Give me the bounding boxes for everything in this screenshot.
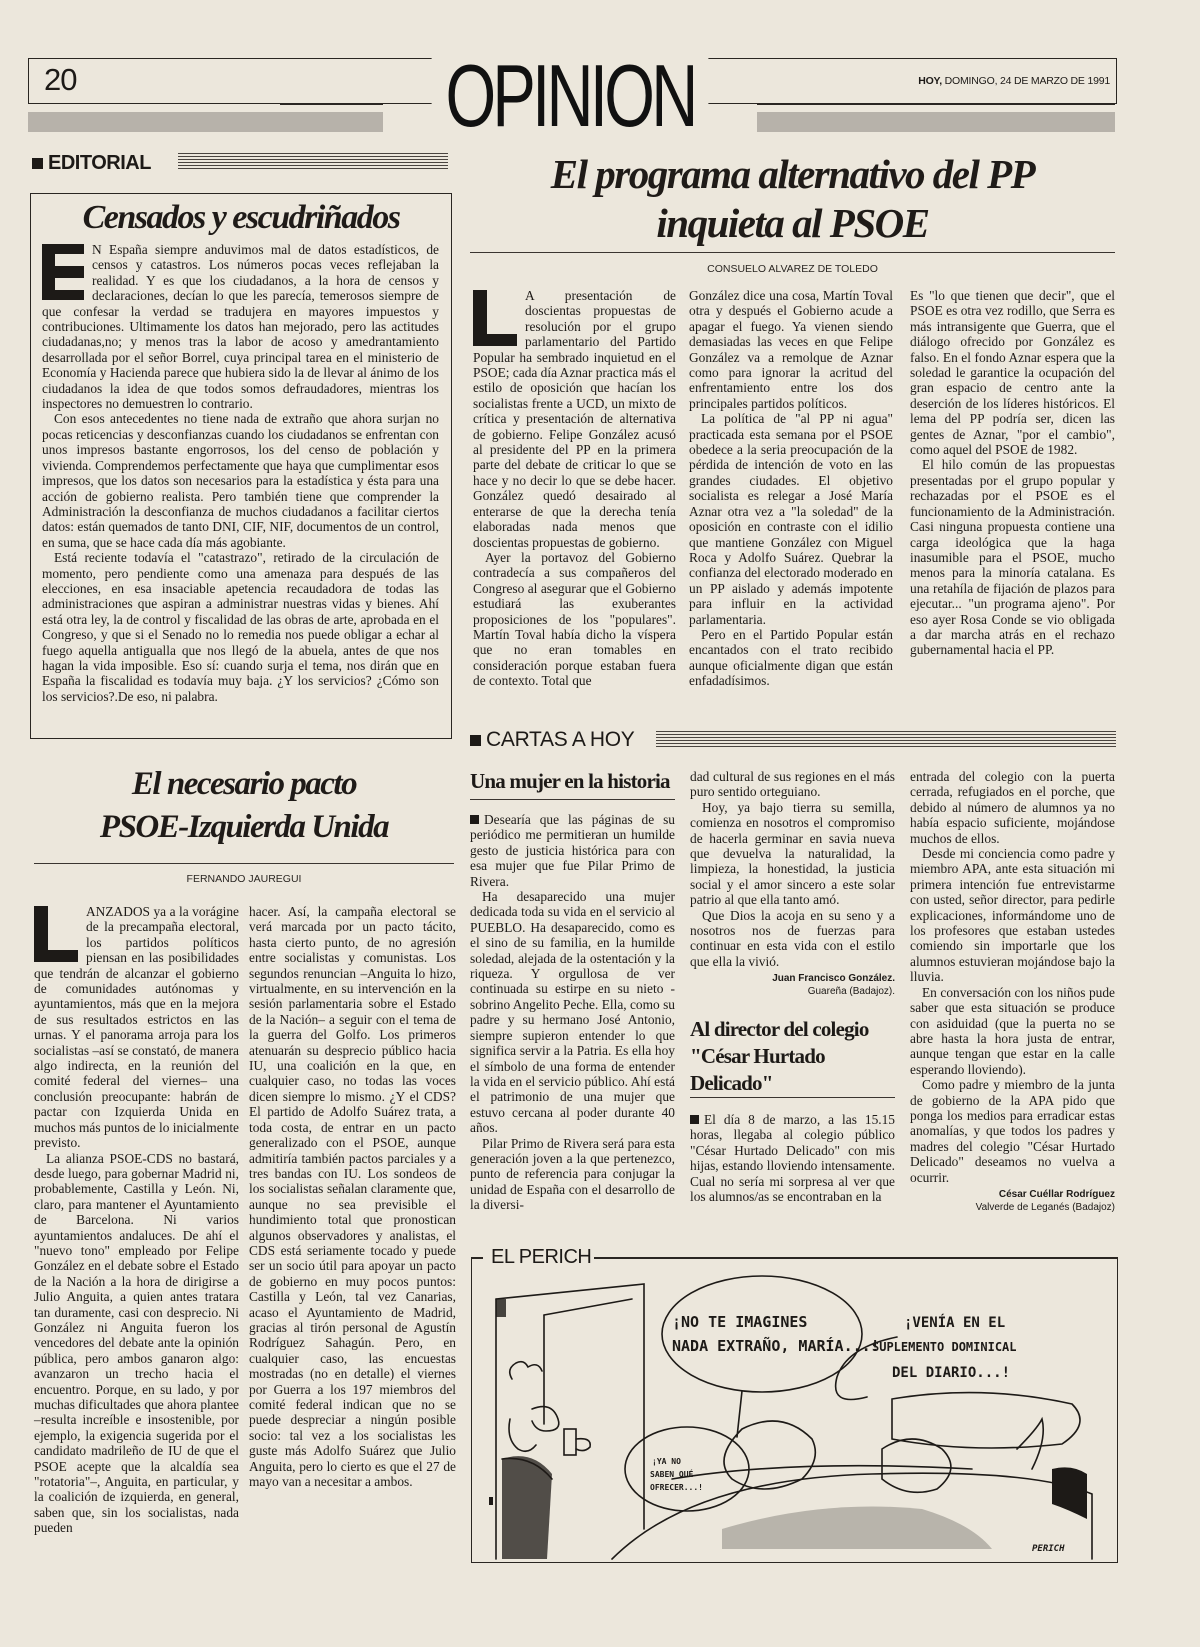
section-title: OPINION [432, 54, 709, 138]
second-article-rule [34, 863, 454, 864]
header-gray-bar-left [28, 112, 383, 132]
article-paragraph: El hilo común de las propuestas presentadas por el grupo popular y rechazadas por el PSOE es el funcionamiento de la Administración. Casi ninguna propuesta contiene una carga ideológica que la haga inasumible para el PSOE, mucho menos para la minoría catalana. Es una retahíla de fijación de plazos para ejecutar... "un programa ajeno". Por eso ayer Rosa Conde se vio obligada a dar marcha atrás en el rechazo gubernamental hacia el PP. [910, 457, 1115, 658]
letter1-rule [470, 799, 675, 800]
main-article-rule [470, 252, 1115, 253]
letter1-location: Guareña (Badajoz). [807, 986, 895, 998]
dropcap-l [34, 906, 78, 962]
letter-paragraph: El día 8 de marzo, a las 15.15 horas, llegaba al colegio público "César Hurtado Delicado" con mis hijas, estando lloviendo intensamente. Cual no sería mi sorpresa al ver que los alumnos/as se encontraban en la [690, 1112, 895, 1205]
svg-text:SUPLEMENTO DOMINICAL: SUPLEMENTO DOMINICAL [872, 1340, 1017, 1354]
svg-text:SABEN QUÉ: SABEN QUÉ [650, 1470, 694, 1479]
letter-paragraph: En conversación con los niños pude saber que esta situación se produce con asiduidad (que la puerta no se abre hasta la hora justa de entrar, aunque tengan que estar en la calle esperando lloviendo). [910, 984, 1115, 1077]
svg-text:PERICH: PERICH [1032, 1544, 1065, 1554]
letter1-col1 [470, 812, 675, 1213]
editorial-paragraph: Está reciente todavía el "catastrazo", retirado de la circulación de momento, pero pendiente como una amenaza para después de las elecciones, en esa insaciable apetencia recaudadora de todas las administraciones que aspiran a administrar nuestras vidas y bienes. Ahí está otra ley, la de control y fiscalidad de las obras de arte, aprobada en el Congreso, y que si el Senado no lo remedia nos puede obligar a echar al fuego aquella antigualla que nos llegó de la abuela, antes de que nos hagan la vida imposible. Eso sí: cuando surja el tema, nos dirán que en España la fiscalidad es todavía muy baja. ¿Y los servicios? ¿Cómo son los servicios?.De eso, ni palabra. [42, 550, 439, 704]
letter2-title: Al director del colegio "César Hurtado Delicado" [690, 1017, 869, 1095]
letter-paragraph: Como padre y miembro de la junta de gobierno de la APA pido que ponga los medios para erradicar estas anomalías, y que todos los padres y madres del colegio "César Hurtado Delicado" deseamos no vuelva a ocurrir. [910, 1077, 1115, 1185]
cartoon-label: EL PERICH [488, 1246, 594, 1269]
dateline-date: DOMINGO, 24 DE MARZO DE 1991 [944, 75, 1110, 87]
svg-text:¡YA NO: ¡YA NO [652, 1457, 681, 1466]
cartoon-drawing [472, 1259, 1115, 1561]
main-article-col3 [910, 288, 1115, 658]
article-paragraph: González dice una cosa, Martín Toval otra y después el Gobierno acude a apagar el fuego. Ya vienen siendo demasiadas las veces en que Felipe González va a remolque de Aznar como para ignorar la acritud del enfrentamiento entre los dos principales partidos políticos. [689, 288, 893, 411]
letter2-signature: César Cuéllar Rodríguez [998, 1188, 1115, 1200]
letter-paragraph: Pilar Primo de Rivera será para esta generación joven a la que pertenezco, punto de referencia para conjugar la unidad de España con el desarrollo de la diversi- [470, 1135, 675, 1213]
dropcap-l [473, 290, 517, 346]
main-article-byline: CONSUELO ALVAREZ DE TOLEDO [707, 263, 878, 275]
cartas-label-lines [656, 731, 1116, 748]
bullet-icon [470, 815, 479, 824]
header-rule-right [757, 103, 1115, 105]
section-bullet-icon [32, 158, 43, 169]
second-article-col1 [34, 904, 239, 1536]
letter-paragraph: Hoy, ya bajo tierra su semilla, comienza en nosotros el compromiso de hacerla germinar en savia nueva que devuelva la naturalidad, la limpieza, la honestidad, la justicia social y el amor sincero a este solar patrio al que ella tanto amó. [690, 799, 895, 908]
letter-paragraph: Desearía que las páginas de su periódico me permitieran un humilde gesto de justicia histórica para con esa mujer que fue Pilar Primo de Rivera. [470, 812, 675, 889]
letter2-col2 [910, 769, 1115, 1213]
dropcap-e [42, 244, 84, 300]
letter-paragraph: Desde mi conciencia como padre y miembro APA, ante esta situación mi primera intención fue entrevistarme con usted, señor director, para pedirle explicaciones, informándome uno de los profesores que estaban ustedes comiendo sin importarle que los alumnos estuvieran mojándose bajo la lluvia. [910, 846, 1115, 985]
editorial-label-lines [178, 153, 448, 171]
article-paragraph: Pero en el Partido Popular están encantados con el trato recibido aunque oficialmente digan que están enfadadísimos. [689, 626, 893, 689]
letter-paragraph: Que Dios la acoja en su seno y a nosotros nos de fuerzas para continuar en esta vida con el estilo que ella la vivió. [690, 907, 895, 969]
article-paragraph: Ayer la portavoz del Gobierno contradecía a sus compañeros del Congreso al asegurar que el Gobierno estudiará las exuberantes proposiciones de los "populares". Martín Toval había dicho la víspera que no eran tomables en consideración porque estaban fuera de contexto. Total que [473, 549, 676, 689]
letter2-col1 [690, 1112, 895, 1204]
letter-paragraph: dad cultural de sus regiones en el más puro sentido orteguiano. [690, 769, 895, 800]
article-paragraph: Es "lo que tienen que decir", que el PSOE es otra vez rodillo, que Serra es más intransigente que Guerra, que el diálogo ofrecido por González es falso. En el fondo Aznar espera que la soledad le garantice la ocupación del gran espacio de centro ante la deserción de los líderes históricos. El lema del PP podría ser, dicen las gentes de Aznar, "por el cambio", como aquel del PSOE de 1982. [910, 288, 1115, 458]
editorial-paragraph: N España siempre anduvimos mal de datos estadísticos, de censos y catastros. Los números pocas veces reflejaban la realidad. Y es que los ciudadanos, a la hora de censos y declaraciones, decían lo que les parecía, temerosos siempre de que confesar la verdad se tradujera en mayores impuestos y contribuciones. Ultimamente los datos han mejorado, pero las actitudes ciudadanas,no; y menos tras la labor de acoso y amedrantamiento desarrollada por el señor Borrel, cuya principal tarea en el ministerio de Economía y Hacienda parece que hubiera sido la de llevar al ánimo de los ciudadanos la idea de que todos somos defraudadores, mientras los inspectores no demuestren lo contrario. [42, 242, 439, 412]
second-article-title: El necesario pacto PSOE-Izquierda Unida [99, 766, 389, 845]
letter-paragraph: entrada del colegio con la puerta cerrada, refugiados en el porche, que debido al número de alumnos ya no había espacio suficiente, mojándose muchos de ellos. [910, 769, 1115, 846]
article-paragraph: hacer. Así, la campaña electoral se verá marcada por un pacto tácito, hasta cierto punto, de no agresión entre socialistas y comunistas. Los segundos renuncian –Anguita lo hizo, virtualmente, en su intervención en la sesión parlamentaria sobre el Estado de la Nación– a seguir con el tema de la guerra del Golfo. Los primeros atenuarán su desprecio público hacia IU, una coalición en la que, en cualquier caso, no todas las voces dicen siempre lo mismo. ¿Y el CDS? El partido de Adolfo Suárez trata, a toda costa, de entrar en un pacto generalizado con el PSOE, aunque admitiría también pactos parciales y a tres bandas con IU. Los sondeos de los socialistas señalan claramente que, aunque no sea previsible el hundimiento total que pronostican algunos observadores y analistas, el CDS está seriamente tocado y puede ser un socio útil para apoyar un pacto de gobierno en muy pocos puntos: Castilla y León, tal vez Canarias, acaso el Ayuntamiento de Madrid, gracias al tirón personal de Agustín Rodríguez Sahagún. Pero, en cualquier caso, las encuestas mostradas (no en detalle) el viernes por Guerra a los 197 miembros del comité federal indican que no se puede despreciar a ningún posible socio: tal vez a los socialistas les guste más Adolfo Suárez que Julio Anguita, pero lo cierto es que el 27 de mayo van a necesitar a ambos. [249, 904, 456, 1490]
svg-text:¡VENÍA EN EL: ¡VENÍA EN EL [904, 1315, 1006, 1331]
svg-text:OFRECER...!: OFRECER...! [650, 1483, 703, 1492]
cartas-label: CARTAS A HOY [470, 728, 635, 752]
letter2-location: Valverde de Leganés (Badajoz) [975, 1201, 1115, 1213]
header-rule-left [280, 103, 383, 105]
page-number: 20 [44, 62, 77, 97]
main-article-title: El programa alternativo del PP inquieta al PSOE [550, 151, 1035, 246]
article-paragraph: A presentación de doscientas propuestas de resolución por el grupo parlamentario del Partido Popular ha sembrado inquietud en el PSOE; cada día Aznar practica más el estilo de oposición que hacían los socialistas frente a UCD, un mixto de crítica y presentación de alternativa de gobierno. Felipe González acusó al presidente del PP en la primera parte del debate de criticar lo que se hace y no decir lo que se debe hacer. González quedó desairado al enterarse de que la derecha tenía elaboradas nada menos que doscientas propuestas de gobierno. [473, 288, 677, 550]
letter1-title: Una mujer en la historia [470, 769, 670, 793]
editorial-body [42, 242, 439, 704]
editorial-paragraph: Con esos antecedentes no tiene nada de extraño que ahora surjan no pocas reticencias y desconfianzas cuando los ciudadanos se enfrentan con unos impresos bastante engorrosos, los del censo de población y vivienda. Comprendemos perfectamente que haya que cumplimentar esos impresos, que los datos son necesarios para la estadística y ésta para una acción de gobierno realista. Pero también tiene que comprender la Administración la desconfianza de muchos ciudadanos a facilitar ciertos datos: están quemados de tanto DNI, CIF, NIF, documentos de un control, en suma, que se hace cada día más agobiante. [42, 411, 439, 550]
second-article-byline: FERNANDO JAUREGUI [186, 873, 302, 885]
editorial-label: EDITORIAL [32, 152, 151, 175]
bullet-icon [690, 1115, 699, 1124]
article-paragraph: ANZADOS ya a la vorágine de la precampaña electoral, los partidos políticos piensan en las posibilidades que tendrán de alcanzar el gobierno de comunidades autónomas y ayuntamientos, más que en la mejora de sus resultados estrictos en las urnas. Y el panorama arroja para los socialistas –así se constató, de manera algo indirecta, en la reunión del comité federal del viernes– una conclusión preocupante: habrán de pactar con Izquierda Unida en muchos más puntos de lo inicialmente previsto. [34, 904, 239, 1151]
main-article-col2 [689, 288, 893, 689]
header-gray-bar-right [757, 112, 1115, 132]
letter2-rule [690, 1097, 895, 1098]
letter-paragraph: Ha desaparecido una mujer dedicada toda su vida en el servicio al PUEBLO. Ha desaparecido, como es el sino de su familia, en la humilde soledad, alejada de la ostentación y la riqueza. Y orgullosa de ver continuada su estirpe en su nieto - sobrino Angelito Peche. Ella, como su padre y su hermano José Antonio, siempre supieron entender lo que significa servir a la Patria. Es ella hoy el símbolo de una forma de entender la vida en el servicio público. Ahí está el patrimonio de una mujer que estuvo cercana al poder durante 40 años. [470, 889, 675, 1136]
dateline-paper: HOY, [918, 75, 942, 87]
svg-text:DEL DIARIO...!: DEL DIARIO...! [892, 1365, 1011, 1381]
svg-text:NADA EXTRAÑO, MARÍA...!: NADA EXTRAÑO, MARÍA...! [672, 1337, 880, 1355]
article-paragraph: La alianza PSOE-CDS no bastará, desde luego, para gobernar Madrid ni, probablemente, Castilla y León. Ni, claro, para mantener el Ayuntamiento de Barcelona. Ni varios ayuntamientos andaluces. De ahí el "nuevo tono" empleado por Felipe González en el debate sobre el Estado de la Nación a la hora de dirigirse a Julio Anguita, a quien antes tratara tan duramente, casi con desprecio. Ni González ni Anguita fueron los vencedores del debate ante la opinión pública, pero ambos ganaron algo: avanzaron un trecho hacia el encuentro. Porque, en su lado, y por muchas dificultades que ahora plantee –resulta increíble e insostenible, por ejemplo, la exigencia sugerida por el candidato madrileño de IU de que el PSOE acepte que la alcaldía sea "rotatoria"–, Anguita, en particular, y la coalición de izquierda, en general, saben que, sin los socialistas, nada pueden [34, 1150, 239, 1536]
bubble1-text: ¡NO TE IMAGINES [672, 1313, 808, 1331]
article-paragraph: La política de "al PP ni agua" practicada esta semana por el PSOE obedece a la seria preocupación de la pérdida de intención de voto en las grandes ciudades. El objetivo socialista es relegar a José María Aznar otra vez a "la soledad" de la oposición en contraste con el idilio que mantiene González con Miguel Roca y Adolfo Suárez. Quebrar la confianza del electorado moderado en un PP aislado y además impotente para influir en la actividad parlamentaria. [689, 411, 893, 627]
second-article-col2 [249, 904, 456, 1489]
section-bullet-icon [470, 735, 481, 746]
dateline [860, 75, 1110, 87]
main-article-col1 [473, 288, 676, 689]
editorial-title: Censados y escudriñados [82, 199, 400, 236]
letter1-signature: Juan Francisco González. [772, 973, 895, 985]
letter1-col2 [690, 769, 895, 997]
